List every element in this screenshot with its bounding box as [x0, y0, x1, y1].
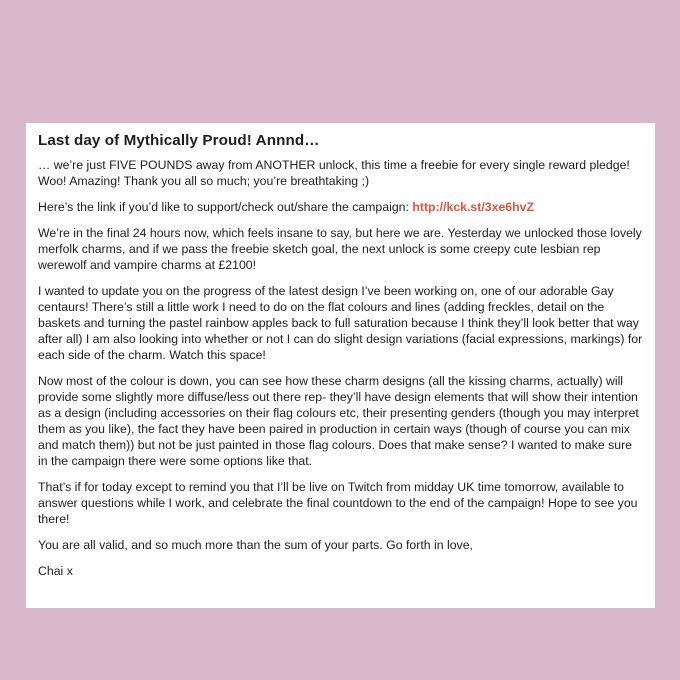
paragraph-link — [38, 199, 643, 215]
paragraph-design-progress: I wanted to update you on the progress of the latest design I’ve been working on, one of our adorable Gay centaurs! There’s still a little work I need to do on the flat colours and lines (adding freckles, detail on the baskets and turning the pastel rainbow apples back to full saturation because I think they’ll look better that way after all) I am also looking into whether or not I can do slight design variations (facial expressions, markings) for each side of the charm. Watch this space! — [38, 284, 643, 362]
signature: Chai x — [38, 564, 73, 578]
paragraph-final-hours: We’re in the final 24 hours now, which feels insane to say, but here we are. Yesterday we unlocked those lovely merfolk charms, and if we pass the freebie sketch goal, the next unlock is some creepy cute lesbian rep werewolf and vampire charms at £2100! — [38, 226, 642, 272]
post-card — [26, 123, 655, 608]
paragraph-charm-designs: Now most of the colour is down, you can see how these charm designs (all the kissing charms, actually) will provide some slightly more diffuse/less out there rep- they’ll have design elements that will show their intention as a design (including accessories on their flag colours etc, their presenting genders (though you may interpret them as you like), the fact they have been paired in production in certain ways (though of course you can mix and match them)) but not be just painted in those flag colours. Does that make sense? I wanted to make sure in the campaign there were some options like that. — [38, 374, 639, 468]
link-intro-text: Here’s the link if you’d like to support/check out/share the campaign: — [38, 200, 413, 214]
paragraph-unlock: … we’re just FIVE POUNDS away from ANOTHER unlock, this time a freebie for every single reward pledge! Woo! Amazing! Thank you all so much; you’re breathtaking ;) — [38, 158, 630, 188]
paragraph-twitch: That’s if for today except to remind you that I’ll be live on Twitch from midday UK time tomorrow, available to answer questions while I work, and celebrate the final countdown to the end of the campaign! Hope to see you there! — [38, 480, 638, 526]
campaign-link[interactable]: http://kck.st/3xe6hvZ — [412, 200, 535, 214]
post-title: Last day of Mythically Proud! Annnd… — [38, 132, 320, 149]
paragraph-valid: You are all valid, and so much more than the sum of your parts. Go forth in love, — [38, 538, 473, 552]
